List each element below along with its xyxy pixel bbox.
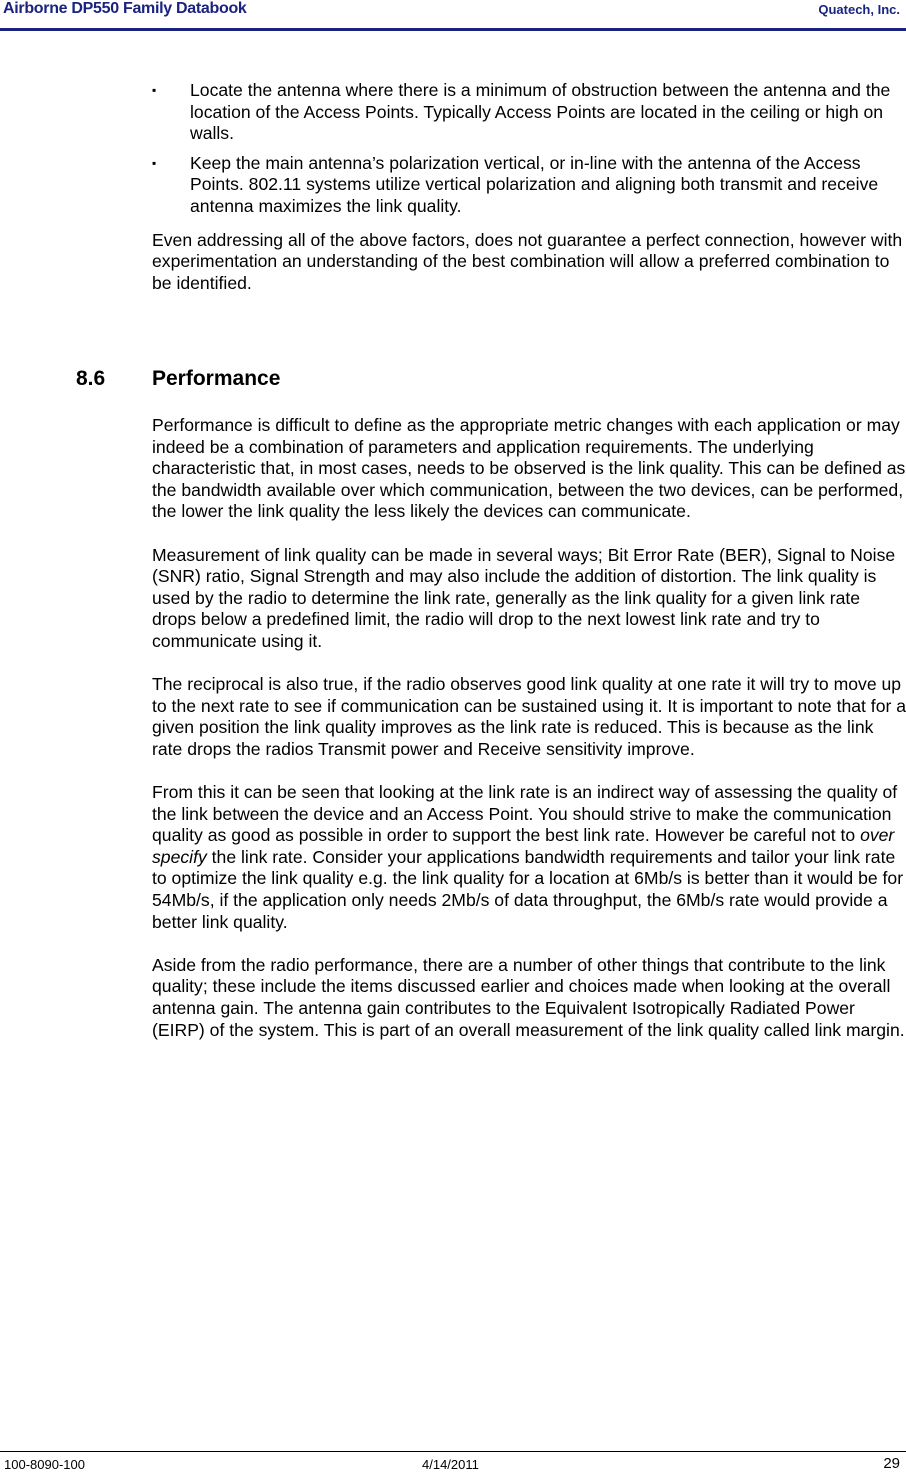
document-title: Airborne DP550 Family Databook [3,0,247,17]
bullet-list [152,80,904,218]
bullet-item [152,80,904,145]
square-bullet-icon: ▪ [152,155,157,170]
paragraph-4-end: the link rate. Consider your applications bandwidth requirements and tailor your link rate to optimize the link quality e.g. the link quality for a location at 6Mb/s is better than it would be for 54Mb/s, if the application only needs 2Mb/s of data throughput, the 6Mb/s rate would provide a better link quality. [152,846,904,932]
section-number: 8.6 [76,367,106,390]
header-divider [0,28,906,31]
paragraph-2: Measurement of link quality can be made in several ways; Bit Error Rate (BER), Signal to Noise (SNR) ratio, Signal Strength and may also include the addition of distortion. The link quality is used by the radio to determine the link rate, generally as the link quality for a given link rate drops below a predefined limit, the radio will drop to the next lowest link rate and try to communicate using it. [152,544,896,651]
intro-paragraph: Even addressing all of the above factors, does not guarantee a perfect connection, however with experimentation an understanding of the best combination will allow a preferred combination to be identified. [152,229,903,293]
company-name: Quatech, Inc. [818,2,900,17]
page-header [0,0,906,30]
footer-date: 4/14/2011 [422,1457,479,1472]
section-body [152,415,906,1063]
footer-divider [0,1451,906,1452]
footer-doc-number: 100-8090-100 [4,1457,85,1472]
square-bullet-icon: ▪ [152,83,157,97]
intro-content [152,80,904,294]
paragraph-1: Performance is difficult to define as the appropriate metric changes with each application or may indeed be a combination of parameters and application requirements. The underlying characteristic that, in most cases, needs to be observed is the link quality. This can be defined as the bandwidth available over which communication, between the two devices, can be performed, the lower the link quality the less likely the devices can communicate. [152,415,906,522]
paragraph-3: The reciprocal is also true, if the radio observes good link quality at one rate it will try to move up to the next rate to see if communication can be sustained using it. It is important to note that for a given position the link quality improves as the link rate is reduced. This is because as the link rate drops the radios Transmit power and Receive sensitivity improve. [152,674,906,759]
bullet-text: Locate the antenna where there is a minimum of obstruction between the antenna and the location of the Access Points. Typically Access Points are located in the ceiling or high on walls. [190,80,891,144]
paragraph-4-start: From this it can be seen that looking at the link rate is an indirect way of assessing the quality of the link between the device and an Access Point. You should strive to make the communication quality as good as possible in order to support the best link rate. However be careful not to [152,782,898,846]
paragraph-4 [152,782,906,933]
bullet-item [152,153,904,218]
emphasis-text: over specify [152,825,895,867]
section-title: Performance [152,367,281,390]
section-heading [76,367,280,391]
paragraph-5: Aside from the radio performance, there are a number of other things that contribute to the link quality; these include the items discussed earlier and choices made when looking at the overall antenna gain. The antenna gain contributes to the Equivalent Isotropically Radiated Power (EIRP) of the system. This is part of an overall measurement of the link quality called link margin. [152,954,905,1040]
page-number: 29 [883,1455,900,1472]
bullet-text: Keep the main antenna’s polarization vertical, or in-line with the antenna of the Access Points. 802.11 systems utilize vertical polarization and aligning both transmit and receive antenna maximizes the link quality. [190,152,879,216]
